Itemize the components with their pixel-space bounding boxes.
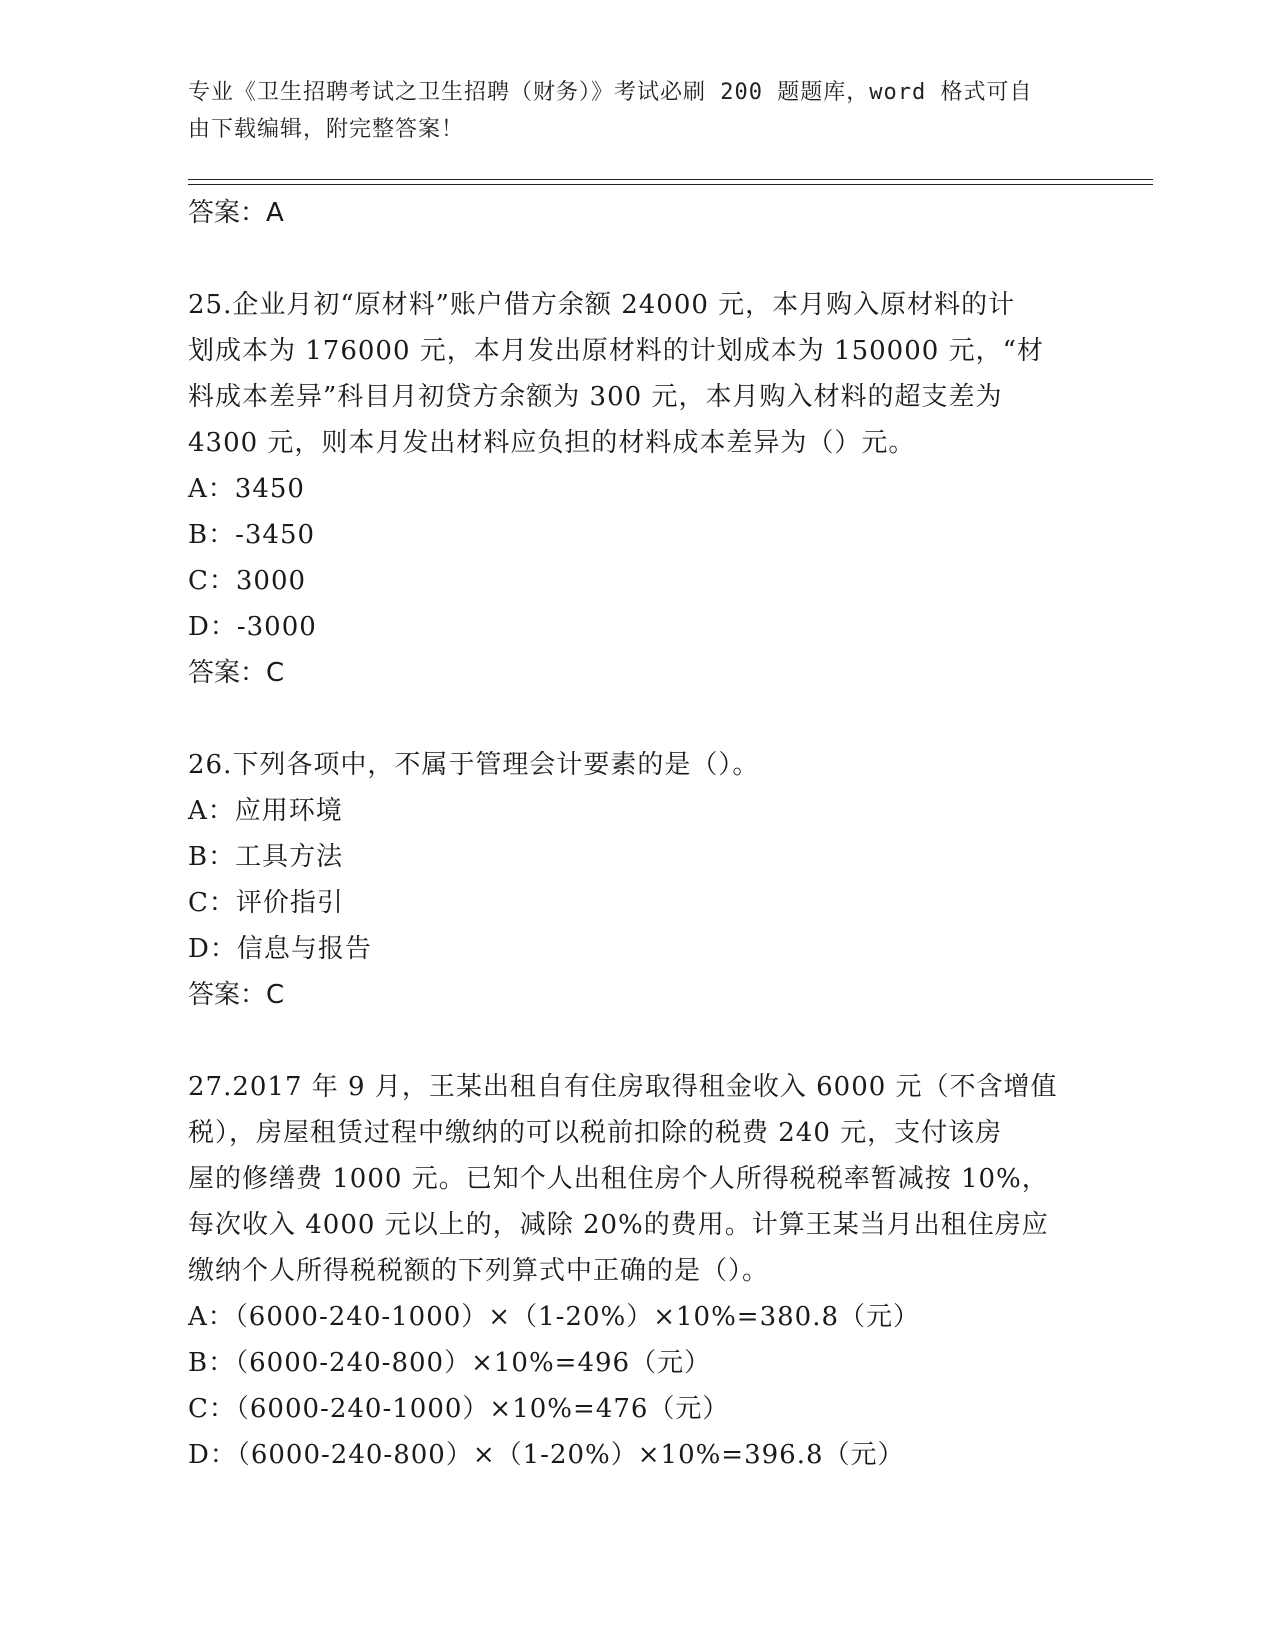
previous-answer: 答案：A — [188, 198, 284, 228]
option-d: D：-3000 — [188, 612, 317, 642]
question-text-line: 缴纳个人所得税税额的下列算式中正确的是（）。 — [188, 1256, 770, 1286]
option-b: B：-3450 — [188, 520, 316, 550]
question-26 — [188, 742, 1088, 1018]
option-c: C：3000 — [188, 566, 307, 596]
question-text-line: 每次收入 4000 元以上的，减除 20%的费用。计算王某当月出租住房应 — [188, 1210, 1049, 1240]
question-27 — [188, 1064, 1088, 1478]
option-d: D：信息与报告 — [188, 934, 372, 964]
option-b: B：工具方法 — [188, 842, 344, 872]
question-text-line: 税），房屋租赁过程中缴纳的可以税前扣除的税费 240 元，支付该房 — [188, 1118, 1003, 1148]
question-text-line: 划成本为 176000 元，本月发出原材料的计划成本为 150000 元，“材 — [188, 336, 1044, 366]
question-text-line: 屋的修缮费 1000 元。已知个人出租住房个人所得税税率暂减按 10%， — [188, 1164, 1049, 1194]
option-a: A：（6000-240-1000）×（1-20%）×10%=380.8（元） — [188, 1302, 921, 1332]
answer: 答案：C — [188, 980, 285, 1010]
question-text-line: 25.企业月初“原材料”账户借方余额 24000 元，本月购入原材料的计 — [188, 290, 1016, 320]
header-divider — [188, 179, 1153, 180]
question-text-line: 26.下列各项中，不属于管理会计要素的是（）。 — [188, 750, 760, 780]
option-d: D：（6000-240-800）×（1-20%）×10%=396.8（元） — [188, 1440, 905, 1470]
header-line: 专业《卫生招聘考试之卫生招聘（财务）》考试必刷 200 题题库，word 格式可自 — [188, 80, 1033, 105]
question-text-line: 料成本差异”科目月初贷方余额为 300 元，本月购入材料的超支差为 — [188, 382, 1003, 412]
option-a: A：应用环境 — [188, 796, 343, 826]
question-text-line: 27.2017 年 9 月，王某出租自有住房取得租金收入 6000 元（不含增值 — [188, 1072, 1058, 1102]
answer: 答案：C — [188, 658, 285, 688]
option-a: A：3450 — [188, 474, 305, 504]
question-text-line: 4300 元，则本月发出材料应负担的材料成本差异为（）元。 — [188, 428, 916, 458]
option-b: B：（6000-240-800）×10%=496（元） — [188, 1348, 712, 1378]
option-c: C：（6000-240-1000）×10%=476（元） — [188, 1394, 730, 1424]
option-c: C：评价指引 — [188, 888, 344, 918]
document-body — [188, 190, 1088, 1478]
header-line: 由下载编辑，附完整答案！ — [188, 117, 465, 142]
question-25 — [188, 282, 1088, 696]
header-divider — [188, 184, 1153, 185]
page-header — [188, 74, 1068, 148]
